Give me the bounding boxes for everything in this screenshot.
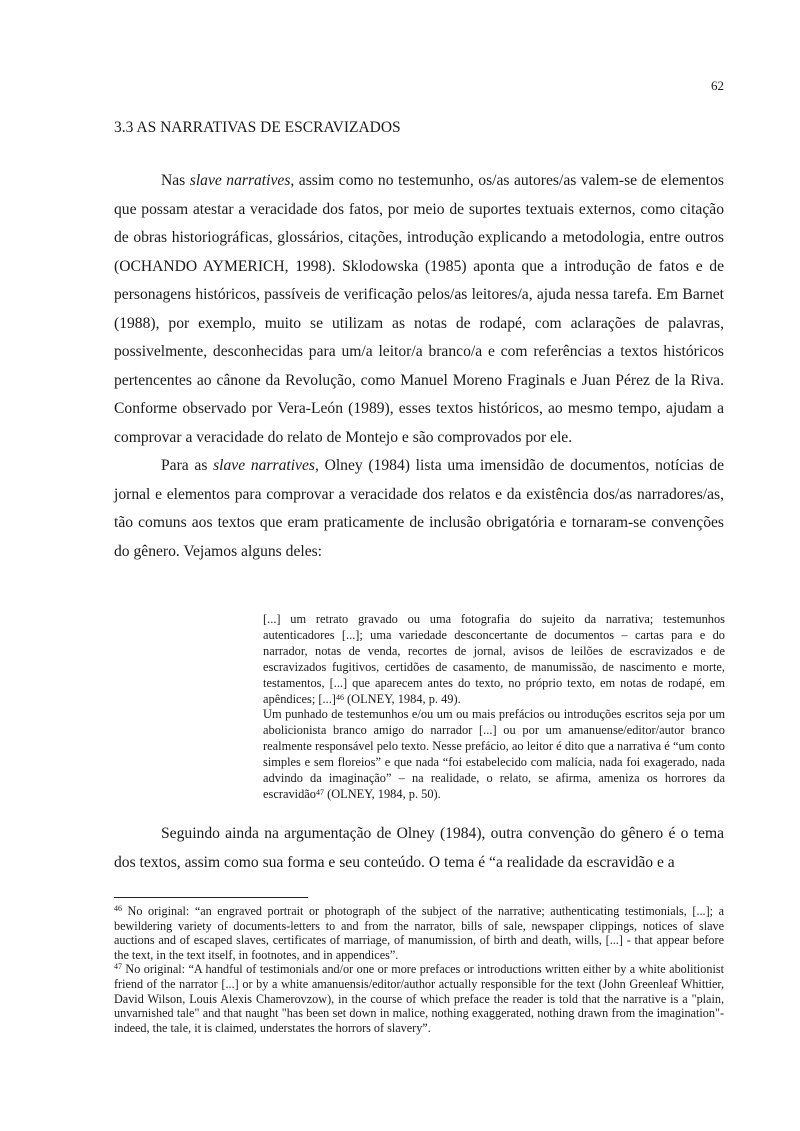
italic-term: slave narratives [213,457,315,474]
footnotes [114,904,724,1035]
page-number: 62 [711,78,724,93]
body-text-lower [114,820,724,877]
quote-part-2: Um punhado de testemunhos e/ou um ou mais prefácios ou introduções escritos seja por um abolicionista branco amigo do narrador [...] ou por um amanuense/editor/autor branco realmente responsável pelo texto. Nesse prefácio, ao leitor é dito que a narrativa é “um conto simples e sem floreios” e que nada “foi estabelecido com malícia, nada foi exagerado, nada advindo da imaginação” – na realidade, o relato, se afirma, ameniza os horrores da escravidão$^{47}$ (OLNEY, 1984, p. 50). [263,707,725,801]
block-quote [263,612,725,803]
footnote-marker: 47 [114,962,122,972]
italic-term: slave narratives [189,172,291,189]
paragraph-1: Nas slave narratives, assim como no testemunho, os/as autores/as valem-se de elementos que possam atestar a veracidade dos fatos, por meio de suportes textuais externos, como citação de obras historiográficas, glossários, citações, introdução explicando a metodologia, entre outros (OCHANDO AYMERICH, 1998). Sklodowska (1985) aponta que a introdução de fatos e de personagens históricos, passíveis de verificação pelos/as leitores/a, ajuda nessa tarefa. Em Barnet (1988), por exemplo, muito se utilizam as notas de rodapé, com aclarações de palavras, possivelmente, desconhecidas para um/a leitor/a branco/a e com referências a textos históricos pertencentes ao cânone da Revolução, como Manuel Moreno Fraginals e Juan Pérez de la Riva. Conforme observado por Vera-León (1989), esses textos históricos, ao mesmo tempo, ajudam a comprovar a veracidade do relato de Montejo e são comprovados por ele. [114,172,725,446]
quote-part-1: [...] um retrato gravado ou uma fotografia do sujeito da narrativa; testemunhos autenticadores [...]; uma variedade desconcertante de documentos – cartas para e do narrador, notas de venda, recortes de jornal, avisos de leilões de escravizados e de escravizados fugitivos, certidões de casamento, de manumissão, de nascimento e morte, testamentos, [...] que aparecem antes do texto, no próprio texto, em notas de rodapé, em apêndices; [...]$^{46}$ (OLNEY, 1984, p. 49). [263,612,725,706]
footnote-47: $^{47}$ No original: “A handful of testimonials and/or one or more prefaces or introductions written either by a white abolitionist friend of the narrator [...] or by a white amanuensis/editor/author actually responsible for the text (John Greenleaf Whittier, David Wilson, Louis Alexis Chamerovzow), in the course of which preface the reader is told that the narrative is a "plain, unvarnished tale" and that naught "has been set down in malice, nothing exaggerated, nothing drawn from the imagination"-indeed, the tale, it is claimed, understates the horrors of slavery”. [114,962,724,1035]
footnote-marker: 46 [114,904,122,913]
footnote-ref-46: 46 [335,692,344,702]
paragraph-3: Seguindo ainda na argumentação de Olney (1984), outra convenção do gênero é o tema dos textos, assim como sua forma e seu conteúdo. O tema é “a realidade da escravidão e a [114,825,724,871]
paragraph-2: Para as slave narratives, Olney (1984) lista uma imensidão de documentos, notícias de jornal e elementos para comprovar a veracidade dos relatos e da existência dos/as narradores/as, tão comuns aos textos que eram praticamente de inclusão obrigatória e tornaram-se convenções do gênero. Vejamos alguns deles: [114,457,725,560]
section-title: 3.3 AS NARRATIVAS DE ESCRAVIZADOS [114,119,401,136]
footnote-ref-47: 47 [315,787,324,797]
body-text-upper [114,167,724,566]
footnote-divider [114,897,308,898]
footnote-46: $^{46}$ No original: “an engraved portrait or photograph of the subject of the narrative; authenticating testimonials, [...]; a bewildering variety of documents-letters to and from the narrator, bills of sale, newspaper clippings, notices of slave auctions and of escaped slaves, certificates of marriage, of manumission, of birth and death, wills, [...] - that appear before the text, in the text itself, in footnotes, and in appendices”. [114,904,724,962]
